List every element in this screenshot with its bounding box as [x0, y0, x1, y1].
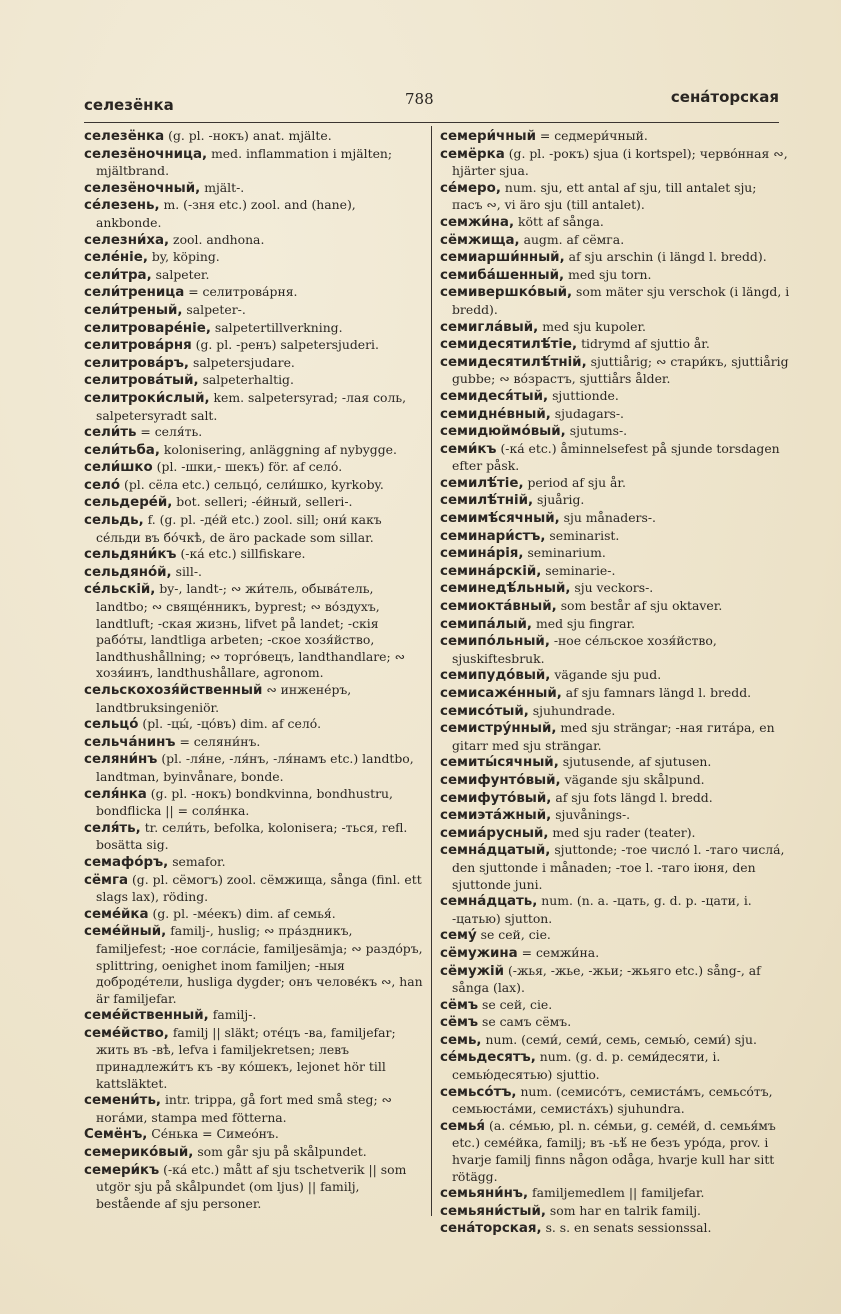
entry-headword: сели́тьба,: [84, 442, 160, 458]
dictionary-entry: [440, 616, 790, 634]
entry-headword: семина́рскій,: [440, 563, 542, 579]
entry-headword: сели́треница: [84, 285, 185, 301]
entry-definition: m. (-зня etc.) zool. and (hane), ankbonde.: [96, 197, 356, 230]
entry-headword: семифуто́вый,: [440, 790, 552, 806]
entry-headword: селитрова́ръ,: [84, 355, 190, 371]
dictionary-entry: [440, 545, 790, 563]
entry-headword: сельча́нинъ: [84, 734, 176, 750]
entry-definition: sjuttonde; -тое число́ l. -таго числа́, den sjuttonde i månaden; -тое l. -таго іюня, den sjuttonde juni.: [452, 842, 785, 892]
dictionary-entry: [440, 667, 790, 685]
dictionary-entry: [440, 1118, 790, 1185]
entry-definition: sju veckors-.: [574, 580, 654, 596]
entry-definition: num. (семи́, семи́, семь, семью́, семи́) sju.: [485, 1031, 757, 1047]
left-running-head: селезёнка: [84, 96, 174, 114]
entry-definition: af sju fots längd l. bredd.: [555, 789, 713, 805]
entry-headword: сельдяно́й,: [84, 564, 172, 580]
entry-definition: = седмери́чный.: [539, 128, 648, 143]
entry-definition: augm. af сёмга.: [523, 231, 625, 247]
entry-definition: zool. andhona.: [173, 231, 265, 247]
dictionary-entry: [84, 854, 424, 872]
dictionary-entry: [440, 1049, 790, 1083]
dictionary-entry: [84, 1007, 424, 1025]
entry-definition: num. (g. d. p. семи́десяти, i. семью́десятью) sjuttio.: [452, 1049, 721, 1083]
entry-headword: семимѣ́сячный,: [440, 511, 560, 527]
dictionary-entry: [84, 1144, 424, 1162]
dictionary-entry: [84, 682, 424, 716]
entry-headword: семидюймо́вый,: [440, 424, 566, 440]
dictionary-entry: [84, 546, 424, 564]
entry-headword: семигла́вый,: [440, 319, 539, 335]
dictionary-entry: [440, 1084, 790, 1118]
entry-definition: s. s. en senats sessionssal.: [545, 1220, 712, 1236]
entry-definition: by-, landt-; ∾ жи́тель, обыва́тель, landtbo; ∾ свяще́нникъ, byprest; ∾ во́здухъ, landtluft; -ская жизнь, lifvet på landet; -скія рабо́ты, landtliga arbeten; -ское хозя́йство, landthushållning; ∾ торго́вецъ, landthandlare; ∾ хозя́инъ, landthushållare, agronom.: [96, 581, 405, 681]
entry-headword: селезни́ха,: [84, 232, 170, 248]
dictionary-entry: [440, 807, 790, 825]
entry-definition: sjuhundrade.: [532, 702, 616, 718]
entry-headword: селезёночница,: [84, 146, 208, 162]
dictionary-entry: [440, 927, 790, 945]
entry-definition: familj-, huslig; ∾ пра́здникъ, familjefest; -ное согла́сіе, familjesämja; ∾ раздо́ръ, splittring, oenighet inom familjen; -ныя доброде́тели, husliga dygder; онъ челове́къ ∾, han är familjefar.: [96, 923, 423, 1006]
dictionary-entry: [84, 512, 424, 546]
entry-headword: семи́къ: [440, 441, 497, 457]
dictionary-entry: [440, 563, 790, 581]
entry-headword: семифунто́вый,: [440, 772, 561, 788]
entry-definition: familj || släkt; оте́цъ -ва, familjefar; жить въ -вѣ, lefva i familjekretsen; левъ принадлежи́тъ къ -ву ко́шекъ, lejonet hör till kattsläktet.: [96, 1024, 396, 1091]
entry-definition: Се́нька = Симео́нъ.: [151, 1126, 279, 1142]
entry-definition: by, köping.: [151, 249, 220, 265]
entry-definition: salpetersjudare.: [192, 354, 295, 370]
entry-definition: med. inflammation i mjälten; mjältbrand.: [96, 145, 393, 179]
entry-headword: сёмъ: [440, 997, 479, 1013]
entry-definition: sjutums-.: [569, 423, 628, 439]
dictionary-entry: [440, 772, 790, 790]
dictionary-entry: [440, 319, 790, 337]
entry-headword: сельдере́й,: [84, 495, 173, 511]
entry-headword: семилѣ́тіе,: [440, 475, 524, 491]
entry-headword: семья́: [440, 1118, 486, 1134]
dictionary-entry: [84, 581, 424, 682]
entry-definition: vägande sju skålpund.: [564, 771, 705, 787]
entry-definition: familj-.: [212, 1007, 257, 1023]
entry-headword: семивершко́вый,: [440, 285, 573, 301]
entry-definition: (pl. -шки,- шекъ) för. af село́.: [156, 459, 343, 475]
entry-definition: sjuttiårig; ∾ стари́къ, sjuttiårig gubbe; ∾ во́зрастъ, sjuttiårs ålder.: [452, 353, 789, 387]
entry-definition: num. (семисо́тъ, семиста́мъ, семьсо́тъ, семьюста́ми, семиста́хъ) sjuhundra.: [452, 1083, 773, 1117]
entry-headword: семе́йный,: [84, 924, 167, 940]
entry-definition: med sju strängar; -ная гита́ра, en gitarr med sju strängar.: [452, 720, 775, 753]
dictionary-entry: [440, 1220, 790, 1238]
dictionary-entry: [440, 598, 790, 616]
dictionary-entry: [84, 442, 424, 460]
entry-definition: = селитрова́рня.: [188, 284, 298, 300]
entry-headword: семидесятилѣ́тіе,: [440, 337, 578, 353]
entry-definition: num. sju, ett antal af sju, till antalet sju; пасъ ∾, vi äro sju (till antalet).: [452, 179, 757, 213]
entry-definition: (-ка́ etc.) sillfiskare.: [180, 546, 306, 562]
column-divider: [431, 126, 432, 1216]
entry-headword: сели́треный,: [84, 302, 183, 318]
entry-headword: семиба́шенный,: [440, 267, 565, 283]
entry-headword: се́меро,: [440, 180, 501, 196]
entry-definition: sjuvånings-.: [555, 807, 631, 823]
dictionary-entry: [440, 1014, 790, 1032]
entry-headword: селя́ть,: [84, 820, 141, 836]
header-rule: [84, 122, 779, 123]
page-header: [0, 88, 841, 118]
entry-definition: salpeterhaltig.: [202, 372, 294, 388]
entry-headword: селитрова́тый,: [84, 373, 199, 389]
dictionary-entry: [84, 477, 424, 495]
entry-headword: семипа́лый,: [440, 616, 533, 632]
dictionary-entry: [440, 790, 790, 808]
entry-headword: семиокта́вный,: [440, 599, 557, 615]
entry-headword: семьяни́стый,: [440, 1203, 546, 1219]
dictionary-entry: [440, 720, 790, 754]
entry-definition: salpeter-.: [186, 301, 246, 317]
entry-definition: salpeter.: [155, 266, 210, 282]
dictionary-entry: [84, 1162, 424, 1213]
entry-definition: (pl. сёла etc.) сельцо́, сели́шко, kyrkoby.: [123, 476, 384, 492]
entry-headword: се́мьдесятъ,: [440, 1050, 536, 1066]
entry-headword: семидеся́тый,: [440, 388, 549, 404]
entry-definition: (g. pl. -нокъ) bondkvinna, bondhustru, bondflicka || = соля́нка.: [96, 785, 393, 819]
dictionary-entry: [440, 528, 790, 546]
dictionary-entry: [84, 355, 424, 373]
dictionary-entry: [440, 475, 790, 493]
dictionary-entry: [84, 232, 424, 250]
dictionary-entry: [84, 494, 424, 512]
entry-definition: sjuårig.: [537, 492, 585, 508]
dictionary-entry: [84, 390, 424, 424]
entry-definition: salpetertillverkning.: [214, 319, 343, 335]
entry-definition: kolonisering, anläggning af nybygge.: [163, 441, 397, 457]
entry-headword: семна́дцатый,: [440, 843, 551, 859]
entry-headword: селитроваре́ніе,: [84, 320, 211, 336]
entry-headword: семиэта́жный,: [440, 808, 552, 824]
entry-definition: sjutusende, af sjutusen.: [562, 754, 712, 770]
dictionary-entry: [440, 997, 790, 1015]
entry-definition: som består af sju oktaver.: [560, 598, 723, 614]
entry-definition: vägande sju pud.: [554, 667, 662, 683]
dictionary-entry: [440, 1203, 790, 1221]
entry-definition: kött af sånga.: [518, 213, 604, 229]
dictionary-entry: [84, 284, 424, 302]
entry-headword: семинари́стъ,: [440, 528, 546, 544]
dictionary-entry: [440, 441, 790, 475]
dictionary-entry: [440, 180, 790, 214]
dictionary-entry: [84, 734, 424, 752]
dictionary-entry: [440, 232, 790, 250]
dictionary-entry: [440, 492, 790, 510]
dictionary-entry: [84, 302, 424, 320]
entry-definition: med sju rader (teater).: [552, 824, 696, 840]
entry-definition: kem. salpetersyrad; -лая соль, salpetersyradt salt.: [96, 389, 407, 423]
entry-headword: семерико́вый,: [84, 1145, 194, 1161]
entry-headword: семидесятилѣ́тній,: [440, 354, 587, 370]
entry-headword: семери́къ: [84, 1162, 160, 1178]
dictionary-entry: [84, 146, 424, 180]
entry-definition: = семжи́на.: [521, 944, 600, 960]
entry-definition: familjemedlem || familjefar.: [532, 1185, 705, 1201]
dictionary-entry: [440, 703, 790, 721]
dictionary-entry: [84, 372, 424, 390]
entry-definition: (g. pl. сёмогъ) zool. сёмжища, sånga (finl. ett slags lax), röding.: [96, 871, 422, 905]
entry-definition: som går sju på skålpundet.: [197, 1144, 367, 1160]
entry-definition: som mäter sju verschok (i längd, i bredd).: [452, 284, 790, 317]
entry-headword: селитрова́рня: [84, 338, 192, 354]
entry-headword: семьсо́тъ,: [440, 1084, 517, 1100]
dictionary-entry: [440, 1032, 790, 1050]
entry-definition: seminarist.: [549, 527, 620, 543]
entry-definition: intr. trippa, gå fort med små steg; ∾ нога́ми, stampa med fötterna.: [96, 1092, 392, 1125]
entry-definition: seminarie-.: [545, 562, 616, 578]
entry-headword: семафо́ръ,: [84, 854, 169, 870]
dictionary-entry: [440, 267, 790, 285]
entry-headword: семиты́сячный,: [440, 755, 559, 771]
dictionary-entry: [84, 1092, 424, 1126]
dictionary-entry: [440, 128, 790, 146]
dictionary-entry: [440, 945, 790, 963]
entry-headword: сели́шко: [84, 460, 153, 476]
entry-headword: сена́торская,: [440, 1221, 542, 1237]
entry-headword: семина́рія,: [440, 546, 524, 562]
entry-definition: (-жья, -жье, -жьи; -жьяго etc.) sång-, af sånga (lax).: [452, 962, 761, 996]
entry-definition: (-ка́ etc.) åminnelsefest på sjunde torsdagen efter påsk.: [452, 440, 780, 474]
dictionary-entry: [84, 128, 424, 146]
entry-headword: се́льскій,: [84, 582, 156, 598]
entry-headword: семистру́нный,: [440, 721, 557, 737]
entry-definition: med sju torn.: [568, 266, 652, 282]
entry-definition: (g. pl. -ме́екъ) dim. af семья́.: [152, 905, 336, 921]
entry-definition: (-ка́ etc.) mått af sju tschetverik || som utgör sju på skålpundet (om ljus) || familj, bestående af sju personer.: [96, 1161, 407, 1211]
dictionary-entry: [440, 354, 790, 388]
entry-definition: period af sju år.: [527, 474, 626, 490]
entry-definition: (pl. -цы́, -цо́въ) dim. af село́.: [142, 716, 322, 732]
dictionary-entry: [440, 825, 790, 843]
entry-headword: семисо́тый,: [440, 703, 529, 719]
entry-definition: som har en talrik familj.: [549, 1202, 701, 1218]
dictionary-entry: [84, 267, 424, 285]
entry-headword: семиа́русный,: [440, 825, 549, 841]
entry-definition: sjuttionde.: [552, 387, 619, 403]
dictionary-entry: [84, 180, 424, 198]
entry-definition: med sju kupoler.: [542, 318, 646, 334]
entry-headword: семилѣ́тній,: [440, 493, 534, 509]
entry-definition: se самъ сёмъ.: [481, 1014, 572, 1030]
entry-definition: = селя́ть.: [140, 424, 203, 440]
entry-headword: семе́йственный,: [84, 1008, 209, 1024]
entry-headword: се́лезень,: [84, 198, 160, 214]
dictionary-entry: [440, 685, 790, 703]
entry-headword: семжи́на,: [440, 214, 515, 230]
entry-headword: сельдь,: [84, 513, 144, 529]
entry-headword: семипо́льный,: [440, 634, 550, 650]
dictionary-entry: [84, 459, 424, 477]
entry-definition: mjält-.: [204, 179, 245, 195]
entry-headword: сельдяни́къ: [84, 547, 177, 563]
entry-definition: (pl. -ля́не, -ля́нъ, -ля́намъ etc.) landtbo, landtman, byinvånare, bonde.: [96, 751, 414, 784]
entry-headword: семисаже́нный,: [440, 686, 562, 701]
entry-headword: семна́дцать,: [440, 894, 538, 910]
dictionary-entry: [440, 388, 790, 406]
entry-headword: семидне́вный,: [440, 406, 551, 422]
entry-definition: sju månaders-.: [563, 510, 656, 526]
dictionary-entry: [440, 754, 790, 772]
entry-headword: сёмжища,: [440, 232, 520, 248]
dictionary-entry: [440, 633, 790, 667]
dictionary-entry: [84, 320, 424, 338]
entry-definition: tr. сели́ть, befolka, kolonisera; -ться, refl. bosätta sig.: [96, 819, 408, 853]
entry-definition: (g. pl. -нокъ) anat. mjälte.: [168, 128, 332, 143]
entry-definition: tidrymd af sjuttio år.: [581, 336, 710, 352]
dictionary-entry: [440, 284, 790, 318]
entry-headword: семе́йство,: [84, 1025, 169, 1041]
dictionary-entry: [84, 751, 424, 785]
dictionary-entry: [84, 1025, 424, 1092]
right-running-head: сена́торская: [670, 88, 779, 106]
dictionary-entry: [84, 820, 424, 854]
page-number: 788: [405, 90, 434, 108]
dictionary-entry: [440, 249, 790, 267]
dictionary-entry: [440, 510, 790, 528]
dictionary-entry: [84, 923, 424, 1007]
entry-headword: семёрка: [440, 146, 505, 162]
dictionary-entry: [440, 893, 790, 927]
dictionary-entry: [84, 872, 424, 906]
dictionary-entry: [84, 1126, 424, 1144]
entry-definition: ∾ инжене́ръ, landtbruksingeniör.: [96, 682, 352, 715]
dictionary-entry: [440, 1185, 790, 1203]
entry-definition: sill-.: [175, 563, 202, 579]
entry-headword: селя́нка: [84, 786, 147, 802]
entry-definition: af sju arschin (i längd l. bredd).: [568, 249, 767, 265]
dictionary-entry: [84, 786, 424, 820]
entry-headword: семипудо́вый,: [440, 668, 551, 684]
dictionary-entry: [440, 963, 790, 997]
entry-definition: bot. selleri; -е́йный, selleri-.: [176, 494, 353, 510]
entry-headword: сёмужина: [440, 945, 518, 961]
dictionary-entry: [440, 406, 790, 424]
entry-definition: med sju fingrar.: [535, 615, 636, 631]
entry-definition: -ное се́льское хозя́йство, sjuskiftesbruk.: [452, 633, 717, 666]
entry-headword: селезёночный,: [84, 180, 201, 196]
entry-definition: af sju famnars längd l. bredd.: [565, 685, 752, 700]
entry-definition: (g. pl. -ренъ) salpetersjuderi.: [195, 337, 379, 353]
dictionary-entry: [440, 842, 790, 893]
entry-headword: сельцо́: [84, 717, 139, 733]
entry-headword: сёмъ: [440, 1015, 479, 1031]
left-column: [84, 128, 424, 1212]
entry-headword: селяни́нъ: [84, 752, 158, 768]
entry-definition: sjudagars-.: [554, 405, 624, 421]
dictionary-entry: [84, 424, 424, 442]
entry-definition: seminarium.: [527, 545, 606, 561]
dictionary-entry: [440, 423, 790, 441]
entry-headword: селезёнка: [84, 129, 165, 144]
dictionary-entry: [84, 197, 424, 231]
entry-headword: сёмужій: [440, 963, 504, 979]
dictionary-entry: [84, 337, 424, 355]
dictionary-entry: [84, 906, 424, 924]
entry-definition: = селяни́нъ.: [179, 733, 261, 749]
dictionary-entry: [440, 214, 790, 232]
entry-definition: semafor.: [172, 853, 226, 869]
entry-headword: семьяни́нъ,: [440, 1186, 529, 1202]
dictionary-entry: [84, 249, 424, 267]
entry-definition: (g. pl. -рокъ) sjua (i kortspel); червóнная ∾, hjärter sjua.: [452, 145, 788, 179]
entry-headword: селе́ніе,: [84, 250, 148, 266]
entry-definition: se сей, сіе.: [481, 996, 553, 1012]
entry-definition: se сей, сіе.: [480, 927, 551, 943]
entry-headword: селитроки́слый,: [84, 390, 210, 406]
dictionary-entry: [84, 716, 424, 734]
entry-definition: f. (g. pl. -де́й etc.) zool. sill; они́ какъ се́льди въ бо́чкѣ, de äro packade som sillar.: [96, 512, 382, 545]
entry-headword: сёмга: [84, 872, 128, 888]
entry-headword: село́: [84, 477, 121, 493]
entry-headword: сели́тра,: [84, 267, 152, 283]
entry-headword: сели́ть: [84, 425, 137, 441]
dictionary-entry: [440, 146, 790, 180]
right-column: [440, 128, 790, 1238]
dictionary-entry: [84, 564, 424, 582]
entry-headword: семери́чный: [440, 129, 536, 144]
entry-definition: num. (n. a. -цать, g. d. p. -цати, i. -цатью) sjutton.: [452, 893, 752, 926]
dictionary-entry: [440, 580, 790, 598]
entry-definition: (a. се́мью, pl. n. се́мьи, g. семе́й, d. семья́мъ etc.) семе́йка, familj; въ -ьѣ́ не безъ уро́да, prov. i hvarje familj finns någon odåga, hvarje kull har sitt rötägg.: [452, 1117, 776, 1184]
entry-headword: семь,: [440, 1032, 482, 1048]
entry-headword: семени́ть,: [84, 1093, 161, 1109]
entry-headword: семинедѣ́льный,: [440, 581, 571, 597]
entry-headword: семиарши́нный,: [440, 250, 565, 266]
entry-headword: Семёнъ,: [84, 1127, 148, 1143]
dictionary-entry: [440, 336, 790, 354]
entry-headword: сему́: [440, 928, 477, 944]
entry-headword: сельскохозя́йственный: [84, 683, 263, 698]
entry-headword: семе́йка: [84, 906, 149, 922]
